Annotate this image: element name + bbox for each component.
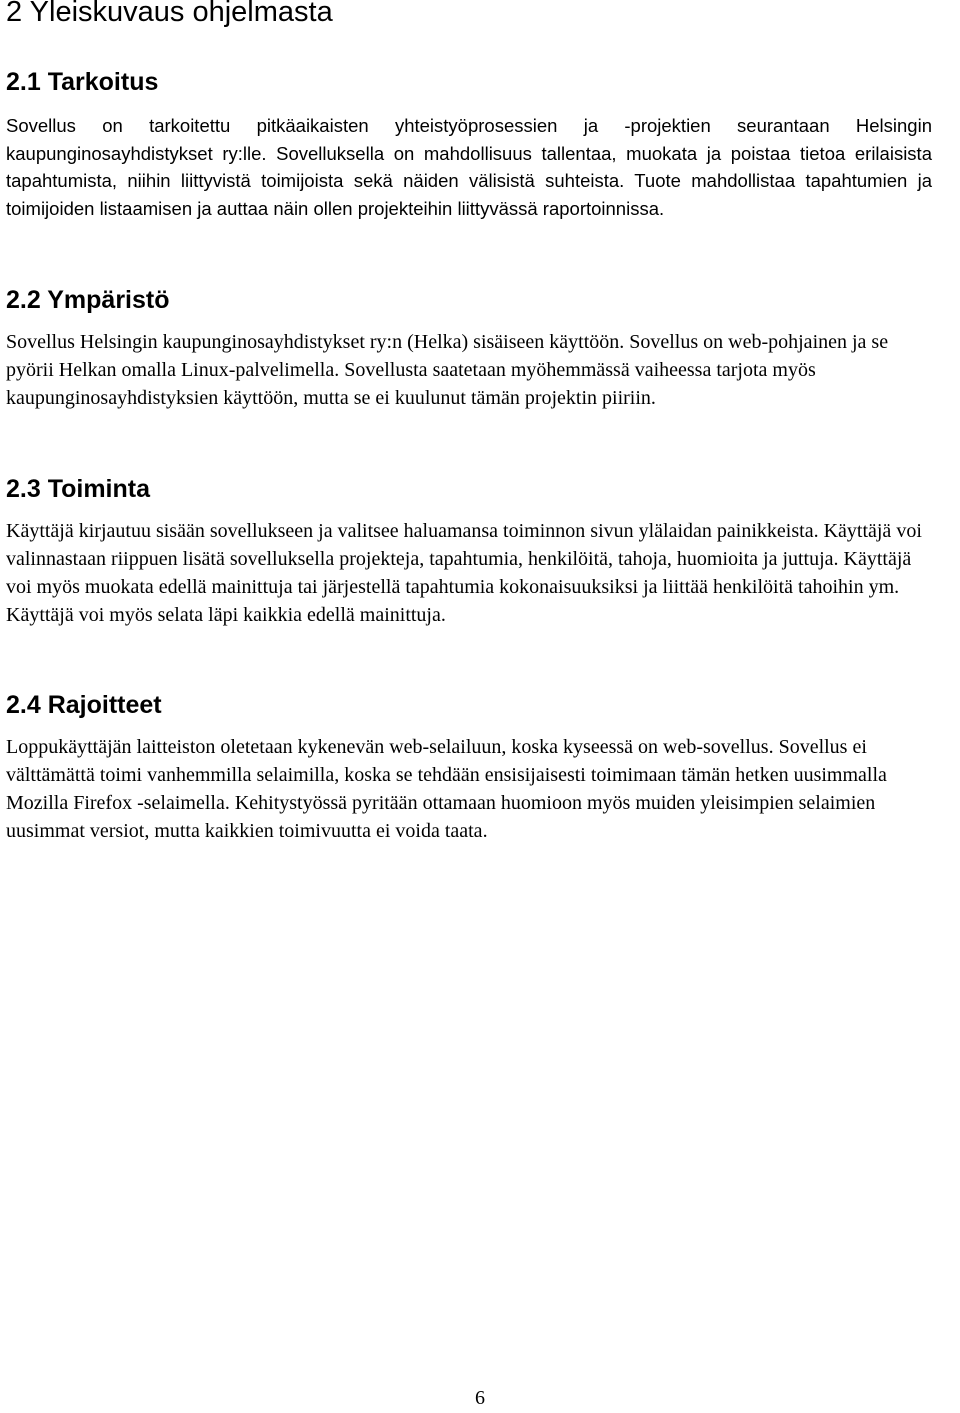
page-number: 6 (475, 1387, 485, 1409)
section-heading-toiminta: 2.3 Toiminta (6, 475, 151, 503)
section-text-ymparisto: Sovellus Helsingin kaupunginosayhdistykset ry:n (Helka) sisäiseen käyttöön. Sovellus on web-pohjainen ja se pyörii Helkan omalla Linux-palvelimella. Sovellusta saatetaan myöhemmässä vaiheessa tarjota myös kaupunginosayhdistyksien käyttöön, mutta se ei kuulunut tämän projektin piiriin. (6, 331, 889, 409)
section-text-tarkoitus: Sovellus on tarkoitettu pitkäaikaisten yhteistyöprosessien ja -projektien seurantaan Helsingin kaupunginosayhdistykset ry:lle. Sovelluksella on mahdollisuus tallentaa, muokata ja poistaa tietoa erilaisista tapahtumista, niihin liittyvistä toimijoista sekä näiden välisistä suhteista. Tuote mahdollistaa tapahtumien ja toimijoiden listaamisen ja auttaa näin ollen projekteihin liittyvässä raportoinnissa. (6, 115, 932, 219)
section-text-rajoitteet: Loppukäyttäjän laitteiston oletetaan kykenevän web-selailuun, koska kyseessä on web-sovellus. Sovellus ei välttämättä toimi vanhemmilla selaimilla, koska se tehdään ensisijaisesti toimimaan tämän hetken uusimmalla Mozilla Firefox -selaimella. Kehitystyössä pyritään ottamaan huomioon myös muiden yleisimpien selaimien uusimmat versiot, mutta kaikkien toimivuutta ei voida taata. (6, 736, 887, 842)
section-text-toiminta: Käyttäjä kirjautuu sisään sovellukseen ja valitsee haluamansa toiminnon sivun ylälaidan painikkeista. Käyttäjä voi valinnastaan riippuen lisätä sovelluksella projekteja, tapahtumia, henkilöitä, tahoja, huomioita ja juttuja. Käyttäjä voi myös muokata edellä mainittuja tai järjestellä tapahtumia kokonaisuuksiksi ja liittää henkilöitä tahoihin ym. Käyttäjä voi myös selata läpi kaikkia edellä mainittuja. (6, 520, 922, 626)
section-heading-ymparisto: 2.2 Ympäristö (6, 286, 170, 314)
section-heading-rajoitteet: 2.4 Rajoitteet (6, 691, 162, 719)
section-heading-tarkoitus: 2.1 Tarkoitus (6, 68, 159, 96)
chapter-title: 2 Yleiskuvaus ohjelmasta (6, 0, 333, 28)
